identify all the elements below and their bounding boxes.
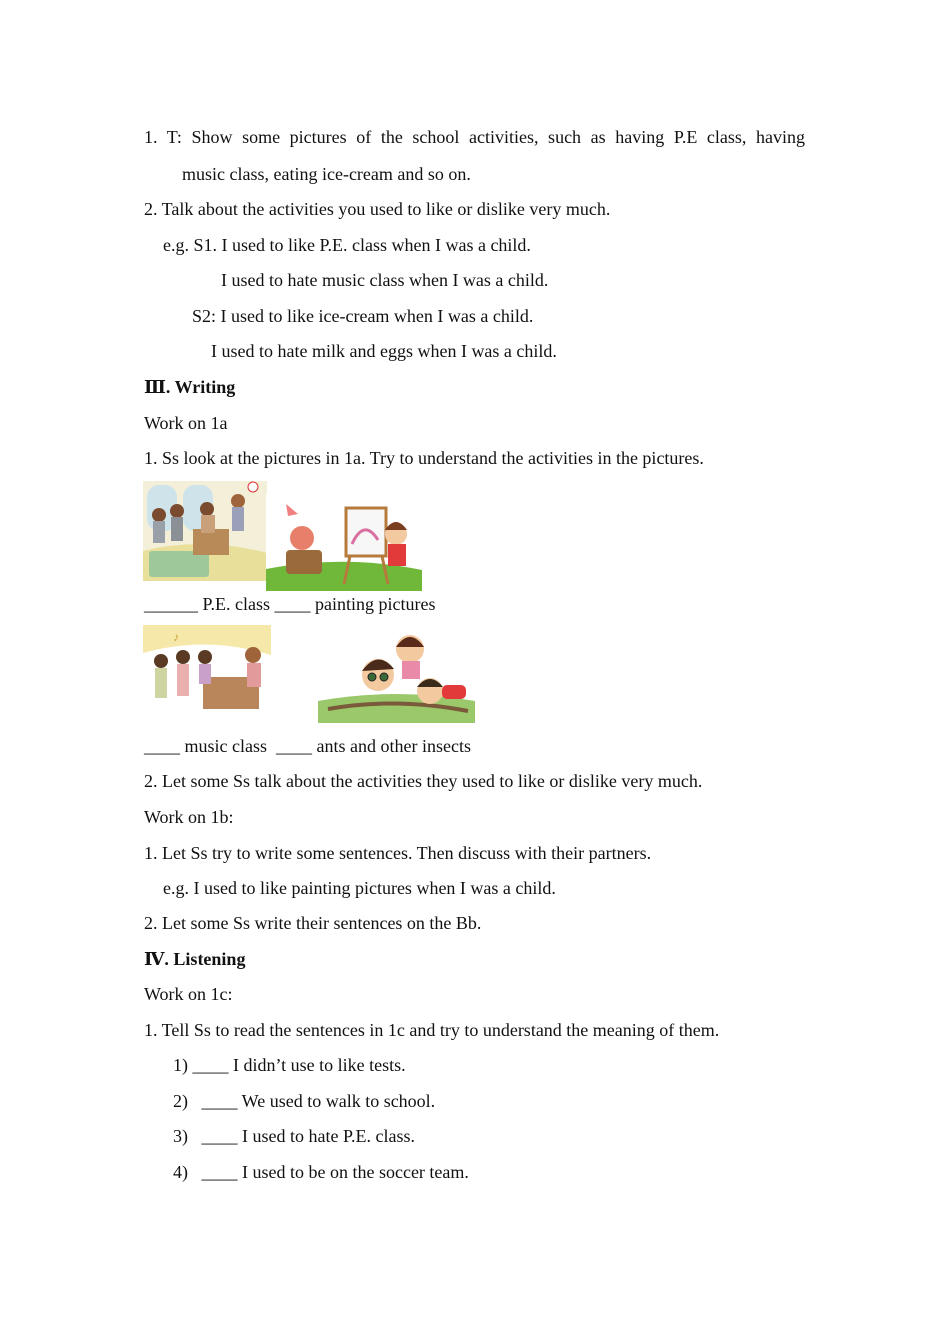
work-on-1b: Work on 1b:	[144, 807, 234, 827]
listening-item-1: 1) ____ I didn’t use to like tests.	[173, 1055, 406, 1075]
svg-text:♪: ♪	[173, 630, 179, 644]
writing-1b-step-1: 1. Let Ss try to write some sentences. Then discuss with their partners.	[144, 843, 652, 863]
listening-step-1: 1. Tell Ss to read the sentences in 1c and try to understand the meaning of them.	[144, 1020, 720, 1040]
intro-example-2: I used to hate music class when I was a child.	[221, 270, 549, 290]
ants-and-insects-picture	[318, 627, 475, 723]
listening-heading: Ⅳ. Listening	[144, 949, 246, 969]
intro-item-1-line-1: 1. T: Show some pictures of the school activities, such as having P.E class, having	[144, 127, 805, 147]
intro-item-1-line-2: music class, eating ice-cream and so on.	[182, 164, 471, 184]
caption-row-1: ______ P.E. class ____ painting pictures	[144, 594, 436, 614]
listening-item-2: 2) ____ We used to walk to school.	[173, 1091, 436, 1111]
listening-item-4: 4) ____ I used to be on the soccer team.	[173, 1162, 469, 1182]
writing-step-1: 1. Ss look at the pictures in 1a. Try to understand the activities in the pictures.	[144, 448, 704, 468]
painting-pictures-picture	[266, 494, 422, 591]
intro-example-1: e.g. S1. I used to like P.E. class when I was a child.	[163, 235, 531, 255]
writing-1b-step-2: 2. Let some Ss write their sentences on the Bb.	[144, 913, 482, 933]
work-on-1a: Work on 1a	[144, 413, 228, 433]
intro-item-2: 2. Talk about the activities you used to like or dislike very much.	[144, 199, 611, 219]
writing-heading: Ⅲ. Writing	[144, 377, 236, 397]
caption-row-2: ____ music class ____ ants and other insects	[144, 736, 471, 756]
pe-class-picture	[143, 481, 267, 581]
music-class-picture	[143, 625, 271, 722]
writing-1b-example: e.g. I used to like painting pictures when I was a child.	[163, 878, 556, 898]
listening-item-3: 3) ____ I used to hate P.E. class.	[173, 1126, 415, 1146]
intro-example-4: I used to hate milk and eggs when I was a child.	[211, 341, 557, 361]
intro-example-3: S2: I used to like ice-cream when I was a child.	[192, 306, 534, 326]
writing-step-2: 2. Let some Ss talk about the activities they used to like or dislike very much.	[144, 771, 703, 791]
work-on-1c: Work on 1c:	[144, 984, 233, 1004]
